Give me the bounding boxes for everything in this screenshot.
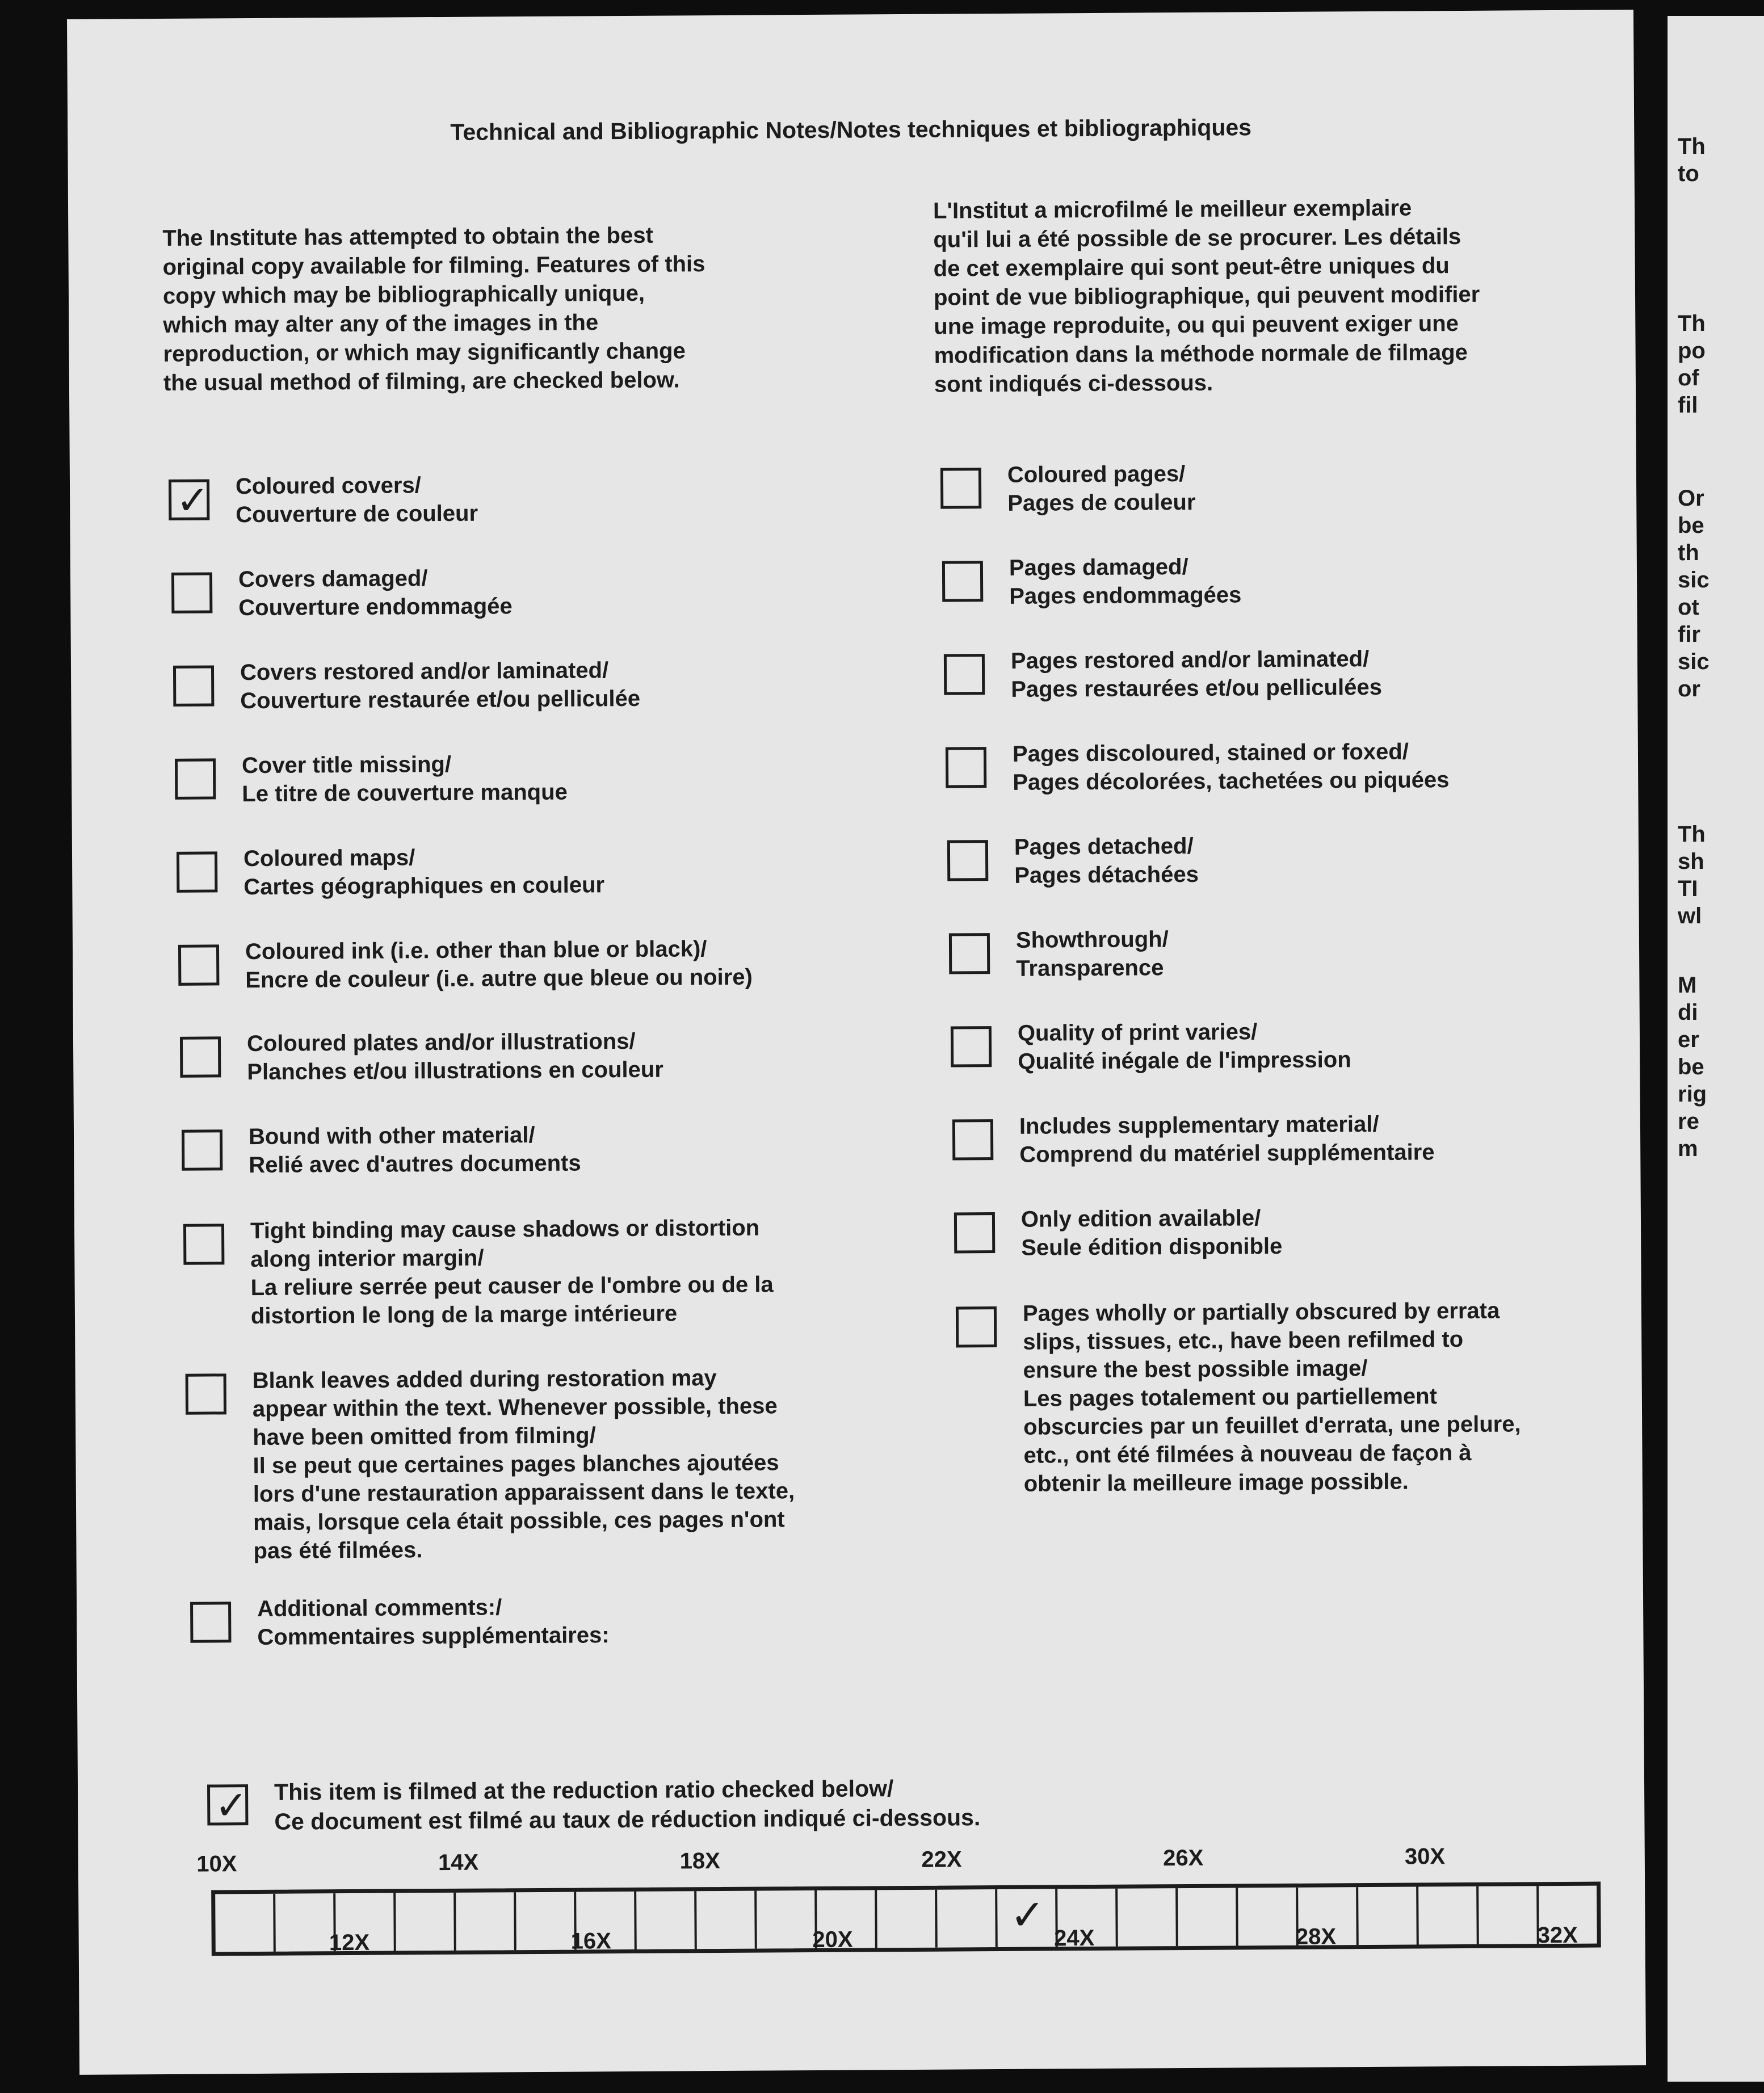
checklist-line: appear within the text. Whenever possible, these [252, 1393, 778, 1422]
left-checklist-item [178, 934, 836, 995]
checklist-line: Il se peut que certaines pages blanches ajoutées [253, 1450, 779, 1479]
edge-text-line: of [1678, 365, 1699, 390]
intro-line: point de vue bibliographique, qui peuvent modifier [933, 281, 1480, 310]
checklist-line: etc., ont été filmées à nouveau de façon à [1023, 1440, 1472, 1468]
left-checklist-item [173, 655, 831, 716]
checklist-line: Coloured covers/ [235, 473, 421, 499]
left-checklist-item [171, 562, 829, 623]
checkbox[interactable] [175, 758, 216, 799]
checklist-label [1019, 1108, 1610, 1169]
reduction-line: Ce document est filmé au taux de réduction indiqué ci-dessous. [274, 1804, 981, 1835]
checklist-line: La reliure serrée peut causer de l'ombre ou de la [250, 1272, 774, 1301]
left-checklist-item [182, 1119, 839, 1180]
right-checklist-item [947, 829, 1605, 890]
checklist-line: Additional comments:/ [257, 1595, 502, 1622]
edge-text-line: er [1678, 1027, 1699, 1052]
checklist-line: Includes supplementary material/ [1019, 1111, 1379, 1139]
checklist-line: Pages wholly or partially obscured by errata [1022, 1298, 1500, 1326]
checklist-line: Coloured pages/ [1007, 461, 1186, 487]
edge-text-line: sic [1678, 649, 1710, 674]
reduction-checkbox[interactable] [207, 1782, 249, 1829]
checkbox[interactable] [951, 1026, 992, 1067]
checklist-label [238, 562, 829, 622]
checklist-line: Pages endommagées [1009, 582, 1242, 609]
checkbox[interactable] [949, 933, 990, 974]
checklist-line: Cartes géographiques en couleur [243, 872, 605, 900]
checklist-label [1009, 550, 1600, 611]
checklist-line: Cover title missing/ [241, 751, 452, 779]
edge-text-line: wl [1678, 903, 1702, 928]
ratio-tick-label: 10X [196, 1851, 237, 1877]
edge-text-line: Th [1678, 822, 1706, 847]
intro-line: modification dans la méthode normale de filmage [934, 339, 1468, 368]
ratio-tick-label: 12X [329, 1930, 370, 1956]
checkbox[interactable] [171, 572, 212, 613]
checklist-line: Pages discoloured, stained or foxed/ [1012, 739, 1409, 767]
intro-line: copy which may be bibliographically unique, [162, 280, 645, 309]
edge-text-block [1678, 485, 1710, 703]
edge-text-line: Or [1678, 486, 1704, 511]
intro-line: L'Institut a microfilmé le meilleur exemplaire [933, 195, 1412, 224]
right-checklist-item [946, 736, 1603, 797]
intro-line: sont indiqués ci-dessous. [934, 370, 1213, 397]
checklist-line: Pages décolorées, tachetées ou piquées [1013, 767, 1450, 795]
edge-text-line: th [1678, 540, 1699, 565]
reduction-cell[interactable] [396, 1893, 456, 1951]
checklist-line: Only edition available/ [1020, 1205, 1261, 1232]
checklist-line: Covers damaged/ [238, 566, 428, 592]
checkbox[interactable] [942, 561, 983, 602]
checklist-line: Coloured plates and/or illustrations/ [246, 1028, 636, 1057]
checklist-label [247, 1026, 838, 1086]
checkbox[interactable] [944, 654, 985, 695]
edge-text-line: M [1678, 973, 1697, 998]
checklist-line: Quality of print varies/ [1017, 1019, 1258, 1046]
edge-text-line: di [1678, 1000, 1698, 1025]
ratio-tick-label: 30X [1404, 1844, 1446, 1869]
intro-line: The Institute has attempted to obtain the best [162, 222, 653, 251]
checkbox[interactable] [169, 477, 210, 524]
checklist-line: Les pages totalement ou partiellement [1023, 1384, 1438, 1411]
reduction-scale [196, 1843, 1601, 1960]
checklist-line: slips, tissues, etc., have been refilmed to [1023, 1327, 1464, 1355]
checklist-line: have been omitted from filming/ [253, 1423, 596, 1451]
checklist-line: Coloured ink (i.e. other than blue or black)/ [245, 936, 707, 965]
edge-text-line: TI [1678, 876, 1698, 901]
edge-text-block [1678, 972, 1707, 1162]
intro-line: the usual method of filming, are checked below. [163, 367, 680, 396]
edge-text-block [1678, 310, 1706, 419]
reduction-cells [211, 1882, 1601, 1956]
edge-text-line: fil [1678, 393, 1698, 418]
check-mark-icon: ✓ [175, 477, 210, 524]
intro-line: which may alter any of the images in the [163, 310, 599, 338]
reduction-label [274, 1773, 981, 1836]
right-checklist-item [956, 1296, 1614, 1498]
edge-text-line: or [1678, 676, 1700, 701]
checklist-label [243, 841, 834, 901]
reduction-cell[interactable] [696, 1891, 757, 1949]
checklist-label [1021, 1201, 1612, 1262]
right-checklist-item [942, 550, 1600, 611]
checklist-label [242, 748, 833, 808]
right-checklist-item [949, 922, 1607, 983]
checklist-label [253, 1363, 844, 1565]
checklist-line: Encre de couleur (i.e. autre que bleue ou noire) [245, 964, 753, 993]
checklist-line: distortion le long de la marge intérieure [250, 1301, 678, 1329]
edge-text-line: sic [1678, 568, 1710, 592]
intro-line: original copy available for filming. Features of this [162, 251, 705, 280]
ratio-tick-label: 14X [438, 1850, 479, 1876]
edge-text-line: to [1678, 161, 1699, 186]
edge-text-line: re [1678, 1109, 1699, 1134]
checklist-line: Le titre de couverture manque [242, 779, 568, 807]
checkbox[interactable] [178, 944, 219, 985]
reduction-line: This item is filmed at the reduction ratio checked below/ [274, 1775, 894, 1805]
reduction-cell[interactable] [1178, 1888, 1238, 1946]
ratio-tick-label: 24X [1054, 1926, 1095, 1951]
checklist-label [1023, 1296, 1614, 1498]
intro-line: reproduction, or which may significantly change [163, 338, 686, 367]
reduction-cell[interactable] [215, 1894, 276, 1952]
checkbox[interactable] [952, 1119, 993, 1160]
ratio-tick-label: 16X [570, 1928, 612, 1954]
checklist-label [1007, 457, 1598, 518]
left-checklist-item [177, 841, 834, 902]
reduction-cell[interactable] [877, 1890, 938, 1948]
adjacent-page-edge [1668, 16, 1764, 2082]
right-checklist-item [952, 1108, 1610, 1169]
edge-text-block [1678, 821, 1706, 930]
checklist-label [1013, 736, 1603, 796]
edge-text-block [1678, 133, 1706, 187]
checklist-line: Tight binding may cause shadows or distortion [250, 1215, 760, 1244]
ratio-tick-label: 32X [1537, 1922, 1578, 1948]
checkbox[interactable] [186, 1373, 226, 1414]
right-checklist-item [954, 1201, 1612, 1262]
checklist-line: Pages détachées [1014, 861, 1199, 888]
intro-line: qu'il lui a été possible de se procurer. Les détails [933, 224, 1461, 253]
checklist-label [1014, 829, 1605, 889]
edge-text-line: Th [1678, 134, 1706, 159]
checklist-label [245, 934, 836, 994]
checkbox[interactable] [183, 1224, 224, 1264]
ratio-tick-label: 18X [679, 1848, 721, 1874]
edge-text-line: Th [1678, 311, 1706, 336]
page-title: Technical and Bibliographic Notes/Notes techniques et bibliographiques [450, 114, 1252, 145]
checklist-line: obscurcies par un feuillet d'errata, une pelure, [1023, 1411, 1521, 1440]
intro-line: de cet exemplaire qui sont peut-être uniques du [933, 253, 1450, 281]
checklist-line: Pages restored and/or laminated/ [1010, 646, 1370, 674]
right-checklist-item [940, 457, 1598, 518]
checklist-label [1016, 922, 1607, 982]
checklist-line: Planches et/ou illustrations en couleur [247, 1057, 663, 1085]
checkbox[interactable] [182, 1129, 222, 1170]
left-checklist-item [175, 748, 833, 809]
checklist-line: Commentaires supplémentaires: [257, 1623, 610, 1650]
checklist-line: Couverture endommagée [238, 594, 513, 621]
checklist-line: along interior margin/ [250, 1245, 484, 1272]
checklist-line: mais, lorsque cela était possible, ces pages n'ont [253, 1507, 785, 1536]
checklist-line: Pages detached/ [1014, 833, 1194, 860]
edge-text-line: be [1678, 513, 1704, 538]
checklist-label [257, 1591, 848, 1651]
checklist-label [236, 469, 826, 529]
ratio-tick-label: 22X [921, 1847, 962, 1872]
checklist-line: Covers restored and/or laminated/ [240, 658, 609, 686]
checklist-label [1011, 644, 1602, 704]
reduction-cell[interactable] [1118, 1888, 1178, 1947]
left-checklist-item [183, 1213, 841, 1331]
checklist-line: Bound with other material/ [248, 1123, 535, 1150]
edge-text-line: fir [1678, 622, 1700, 647]
intro-english [162, 220, 822, 398]
reduction-cell[interactable] [636, 1891, 697, 1949]
edge-text-line: be [1678, 1054, 1704, 1079]
checklist-label [250, 1213, 841, 1330]
check-mark-icon: ✓ [1010, 1890, 1045, 1940]
ratio-tick-label: 20X [812, 1927, 853, 1953]
checkbox[interactable] [947, 840, 988, 881]
checklist-line: Comprend du matériel supplémentaire [1019, 1140, 1435, 1167]
edge-text-line: ot [1678, 595, 1699, 620]
edge-text-line: rig [1678, 1082, 1707, 1107]
checklist-line: Coloured maps/ [243, 845, 415, 872]
left-checklist-item [169, 469, 826, 529]
right-checklist-item [951, 1015, 1608, 1076]
checklist-line: lors d'une restauration apparaissent dans le texte, [253, 1478, 795, 1507]
checklist-line: obtenir la meilleure image possible. [1023, 1469, 1409, 1497]
left-checklist-item [190, 1591, 848, 1652]
checklist-label [1018, 1015, 1608, 1075]
notes-sheet [67, 10, 1646, 2075]
checkbox[interactable] [177, 851, 217, 892]
reduction-cell[interactable] [1358, 1887, 1419, 1945]
right-checklist-item [944, 644, 1602, 704]
checkbox[interactable] [946, 747, 986, 788]
reduction-ratio-row [207, 1773, 981, 1836]
checklist-line: ensure the best possible image/ [1023, 1356, 1368, 1383]
edge-text-line: sh [1678, 849, 1704, 874]
checklist-line: Couverture restaurée et/ou pelliculée [240, 686, 641, 714]
ratio-tick-label: 26X [1163, 1845, 1204, 1871]
checklist-line: Seule édition disponible [1021, 1233, 1283, 1260]
checklist-line: Showthrough/ [1015, 927, 1169, 953]
checklist-line: Blank leaves added during restoration may [252, 1365, 717, 1394]
ratio-tick-label: 28X [1295, 1924, 1337, 1949]
reduction-cell[interactable] [456, 1892, 516, 1951]
edge-text-line: po [1678, 338, 1706, 363]
checkbox[interactable] [956, 1306, 997, 1347]
checkbox[interactable] [940, 468, 981, 508]
check-mark-icon: ✓ [214, 1782, 249, 1829]
intro-french [933, 192, 1604, 399]
intro-line: une image reproduite, ou qui peuvent exiger une [934, 311, 1459, 339]
checklist-label [240, 655, 831, 715]
checklist-line: Pages damaged/ [1009, 554, 1188, 581]
checklist-line: Pages de couleur [1007, 489, 1196, 516]
reduction-cell[interactable] [1418, 1886, 1479, 1945]
left-checklist-item [186, 1363, 844, 1566]
checkbox[interactable] [190, 1602, 231, 1642]
checklist-label [249, 1119, 839, 1179]
checklist-line: pas été filmées. [253, 1537, 423, 1564]
checklist-line: Relié avec d'autres documents [249, 1150, 581, 1178]
reduction-cell[interactable] [937, 1889, 998, 1948]
left-checklist-item [180, 1026, 838, 1087]
checkbox[interactable] [173, 665, 214, 706]
checklist-line: Qualité inégale de l'impression [1018, 1047, 1351, 1074]
checklist-line: Couverture de couleur [236, 501, 478, 528]
checklist-line: Transparence [1016, 955, 1164, 981]
checkbox[interactable] [954, 1212, 995, 1253]
checklist-line: Pages restaurées et/ou pelliculées [1011, 674, 1383, 702]
checkbox[interactable] [180, 1036, 221, 1077]
edge-text-line: m [1678, 1136, 1698, 1161]
